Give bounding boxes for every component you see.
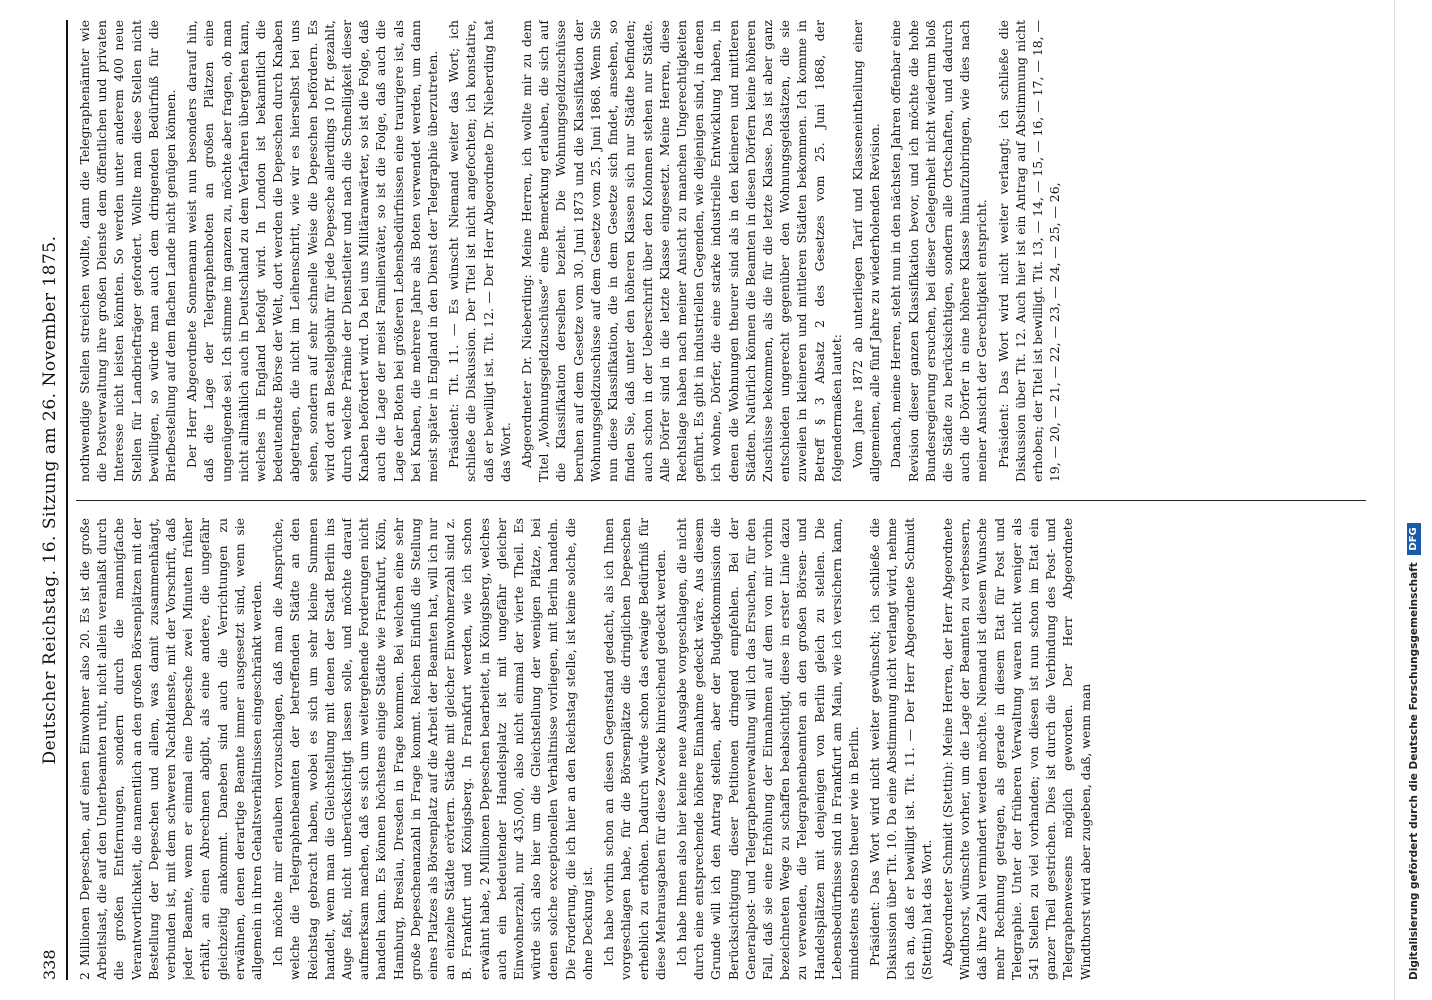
paragraph: Präsident: Das Wort wird nicht weiter gewünscht; ich schließe die Diskussion über Tit. 10. Da eine Abstimmung nicht verlangt wird, nehme ich an, daß er bewilligt ist. Tit. 11. — Der Herr Abgeordnete Schmidt (Stettin) hat das Wort. [867,518,934,980]
paragraph: Abgeordneter Schmidt (Stettin): Meine Herren, der Herr Abgeordnete Windthorst, wünschte vorher, um die Lage der Beamten zu verbessern, daß ihre Zahl vermindert werden möchte. Niemand ist diesem Wunsche mehr Rechnung getragen, als gerade in diesem Etat für Post und Telegraphie. Unter der früheren Verwaltung waren nicht weniger als 541 Stellen zu viel vorhanden; von diesen ist nun schon im Etat ein ganzer Theil gestrichen. Dies ist durch die Verbindung des Post- und Telegraphenwesens möglich geworden. Der Herr Abgeordnete Windthorst wird aber zugeben, daß, wenn man [939,518,1093,980]
paragraph: Danach, meine Herren, steht nun in den nächsten Jahren offenbar eine Revision dieser ganzen Klassifikation bevor, und ich möchte die hohe Bundesregierung ersuchen, bei dieser Gelegenheit nicht wiederum bloß die Städte zu berücksichtigen, sondern alle Ortschaften, und dadurch auch die Dörfer in eine höhere Klasse hinaufzubringen, wie dies nach meiner Ansicht der Gerechtigkeit entspricht. [888,20,990,482]
paragraph: Ich möchte mir erlauben vorzuschlagen, daß man die Ansprüche, welche die Telegraphenbeamten der betreffenden Städte an den Reichstag gebracht haben, wobei es sich um sehr kleine Summen handelt, wenn man die Gleichstellung mit denen der Stadt Berlin ins Auge faßt, nicht unberücksichtigt lassen solle, und möchte darauf aufmerksam machen, daß es sich um weitergehende Forderungen nicht handeln kann. Es können höchstens einige Städte wie Frankfurt, Köln, Hamburg, Breslau, Dresden in Frage kommen. Bei welchen eine sehr große Depeschenanzahl in Frage kommt. Reichen Einfluß die Stellung eines Platzes als Börsenplatz auf die Arbeit der Beamten hat, will ich nur an einzelne Städte erörtern. Städte mit gleicher Einwohnerzahl sind z. B. Frankfurt und Königsberg. In Frankfurt werden, wie ich schon erwähnt habe, 2 Millionen Depeschen bearbeitet, in Königsberg, welches auch ein bedeutender Handelsplatz ist mit ungefähr gleicher Einwohnerzahl, nur 435,000, also nicht einmal der vierte Theil. Es würde sich also hier um die Gleichstellung der wenigen Plätze, bei denen solche exceptionellen Verhältnisse vorliegen, mit Berlin handeln. Die Forderung, die ich hier an den Reichstag stelle, ist keine solche, die ohne Deckung ist. [270,518,595,980]
digitization-credit [1402,20,1426,980]
paragraph: Der Herr Abgeordnete Sonnemann weist nun besonders darauf hin, daß die Lage der Telegraphenboten an großen Plätzen eine ungenügende sei. Ich stimme im ganzen zu, möchte aber fragen, ob man nicht allmählich auch in Deutschland zu dem Verfahren übergehen kann, welches in England befolgt wird. In London ist bekanntlich die bedeutendste Börse der Welt, dort werden die Depeschen durch Knaben abgetragen, die nicht im Leihenschritt, wie wir es hierselbst bei uns sehen, sondern auf sehr schnelle Weise die Depeschen befördern. Es wird dort an Bestellgebühr für jede Depesche allerdings 10 Pf. gezahlt, durch welche Prämie der Dienstleiter und nach die Schnelligkeit dieser Knaben befördert wird. Da bei uns Militäranwärter, so ist die Folge, daß auch die Lage der meist Familienväter, so ist die Folge, daß auch die Lage der Boten bei größeren Lebensbedürfnissen eine traurigere ist, als bei Knaben, die mehrere Jahre als Boten verwendet werden, um dann meist später in England in den Dienst der Telegraphie überzutreten. [184,20,441,482]
dfg-logo: DFG [1407,523,1421,554]
paragraph: Abgeordneter Dr. Nieberding: Meine Herren, ich wollte mir zu dem Titel „Wohnungsgeldzuschüsse“ eine Bemerkung erlauben, die sich auf die Klassifikation derselben bezieht. Die Wohnungsgeldzuschüsse beruhen auf dem Gesetze vom 30. Juni 1873 und die Klassifikation der Wohnungsgeldzuschüsse auf dem Gesetze vom 25. Juni 1868. Wenn Sie nun diese Klassifikation, die in dem Gesetze sich findet, ansehen, so finden Sie, daß unter den höheren Klassen sich nur Städte befinden; auch schon in der Ueberschrift über den Kolonnen stehen nur Städte. Alle Dörfer sind in die letzte Klasse eingesetzt. Meine Herren, diese Rechtslage haben nach meiner Ansicht zu manchen Ungerechtigkeiten geführt. Es gibt in industriellen Gegenden, wie diejenigen sind, in denen ich wohne, Dörfer, die eine starke industrielle Entwicklung haben, in denen die Wohnungen theurer sind als in den kleineren und mittleren Städten. Natürlich können die Beamten in diesen Dörfern keine höheren Zuschüsse bekommen, als die für die letzte Klasse. Das ist aber ganz entschieden ungerecht gegenüber den Wohnungsgeldsätzen, die sie zuweilen in kleineren und mittleren Städten bekommen. Ich komme in Betreff § 3 Absatz 2 des Gesetzes vom 25. Juni 1868, der folgendermaßen lautet: [519,20,844,482]
paragraph: nothwendige Stellen streichen wollte, dann die Telegraphenämter wie die Postverwaltung ihre großen Dienste dem öffentlichen und privaten Interesse nicht leisten könnten. So werden unter anderem 400 neue Stellen für Landbriefträger gefordert. Wollte man diese Stellen nicht bewilligen, so würde man auch dem dringenden Bedürfniß für die Briefbestellung auf dem flachen Lande nicht genügen können. [77,20,179,482]
paragraph: Vom Jahre 1872 ab unterliegen Tarif und Klasseneintheilung einer allgemeinen, alle fünf Jahre zu wiederholenden Revision. [849,20,883,482]
right-text-column [76,20,1366,482]
paragraph: Präsident: Das Wort wird nicht weiter verlangt; ich schließe die Diskussion über Tit. 12. Auch hier ist ein Antrag auf Abstimmung nicht erhoben; der Titel ist bewilligt. Tit. 13, — 14, — 15, — 16, — 17, — 18, — 19, — 20, — 21, — 22, — 23, — 24, — 25, — 26, [995,20,1063,482]
running-title: Deutscher Reichstag. 16. Sitzung am 26. November 1875. [40,235,60,765]
paragraph: 2 Millionen Depeschen, auf einen Einwohner also 20. Es ist die große Arbeitslast, die auf den Unterbeamten ruht, nicht allein veranlaßt durch die großen Entfernungen, sondern durch die mannigfache Verantwortlichkeit, die namentlich an den großen Börsenplätzen mit der Bestellung der Depeschen und allem, was damit zusammenhängt, verbunden ist, mit dem schweren Nachtdienste, mit der Vorschrift, daß jeder Beamte, wenn er einmal eine Depesche zwei Minuten früher erhält, an einen Abrechnen abgibt, als eine andere, die ungefähr gleichzeitig ankommt. Daneben sind auch die Verrichtungen zu erwähnen, denen derartige Beamte immer ausgesetzt sind, wenn sie allgemein in ihren Gehaltsverhältnissen eingeschränkt werden. [77,518,265,980]
paragraph: Präsident: Tit. 11. — Es wünscht Niemand weiter das Wort; ich schließe die Diskussion. Der Titel ist nicht angefochten; ich konstatire, daß er bewilligt ist. Tit. 12. — Der Herr Abgeordnete Dr. Nieberding hat das Wort. [446,20,513,482]
page-number: 338 [40,949,59,980]
scan-edge-line [1394,0,1395,1000]
paragraph: Ich habe Ihnen also hier keine neue Ausgabe vorgeschlagen, die nicht durch eine entsprechende höhere Einnahme gedeckt wäre. Aus diesem Grunde will ich den Antrag stellen, aber der Budgetkommission die Berücksichtigung dieser Petitionen dringend empfehlen. Bei der Generalpost- und Telegraphenverwaltung will ich das Ersuchen, für den Fall, daß sie eine Erhöhung der Einnahmen auf dem von mir vorhin bezeichneten Wege zu schaffen beabsichtigt, diese in erster Linie dazu zu verwenden, die Telegraphenbeamten an den großen Börsen- und Handelsplätzen mit denjenigen von Berlin gleich zu stellen. Die Lebensbedürfnisse sind in Frankfurt am Main, wie ich versichern kann, mindestens ebenso theuer wie in Berlin. [673,518,861,980]
credit-text: Digitalisierung gefördert durch die Deutsche Forschungsgemeinschaft [1408,562,1420,980]
column-divider [76,500,1366,501]
page-header [36,20,68,980]
left-text-column [76,518,1366,980]
newspaper-sheet [36,20,1376,980]
paragraph: Ich habe vorhin schon an diesen Gegenstand gedacht, als ich Ihnen vorgeschlagen habe, für die Börsenplätze die dringlichen Depeschen erheblich zu erhöhen. Dadurch würde schon das etwaige Bedürfniß für diese Mehrausgaben für diese Zwecke hinreichend gedeckt werden. [601,518,668,980]
